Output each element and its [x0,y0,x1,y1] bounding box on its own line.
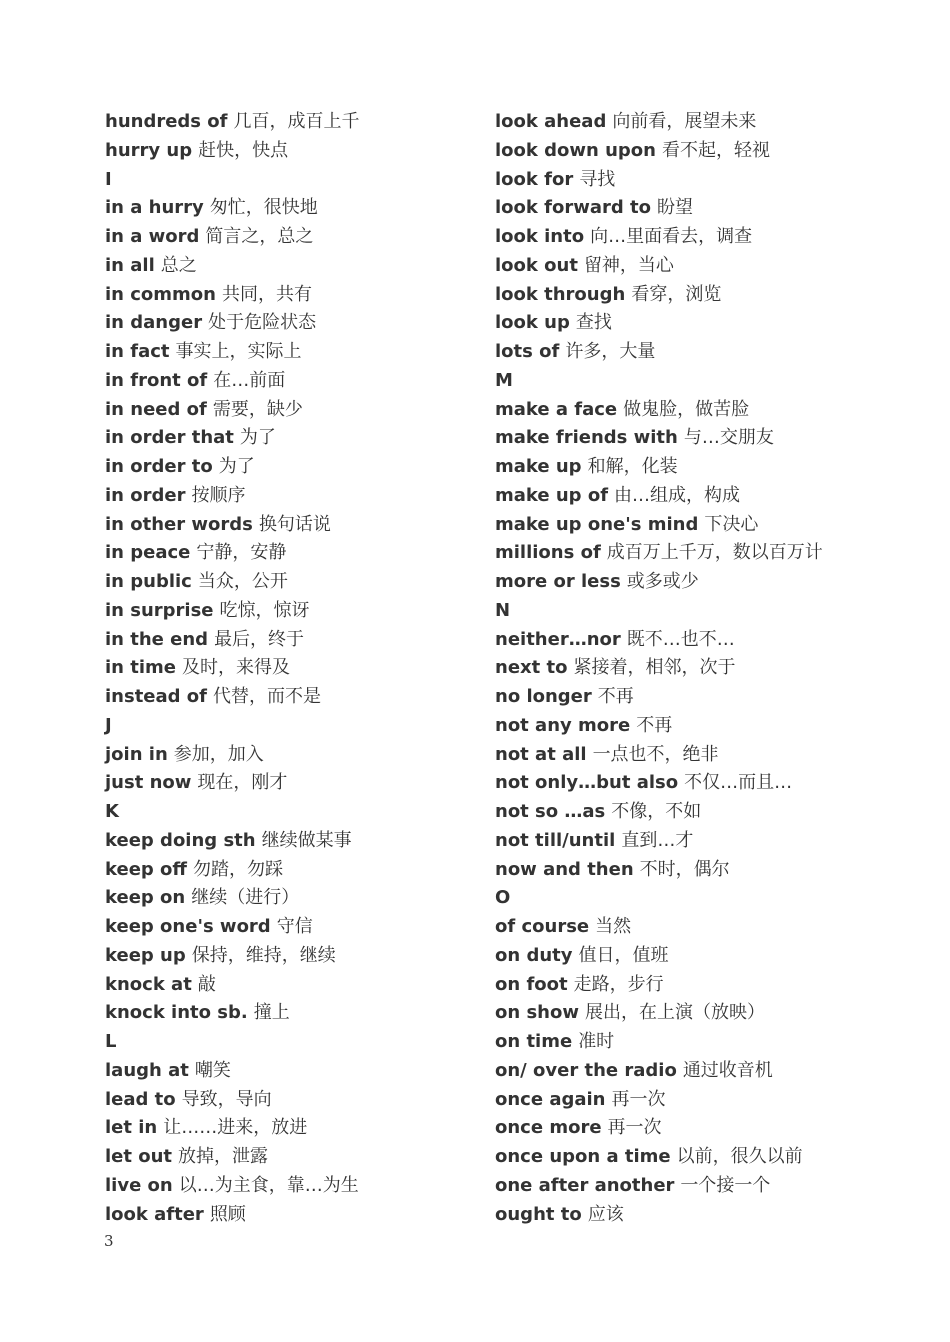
phrase-term: not so …as [495,801,606,822]
phrase-term: make up one's mind [495,513,699,535]
phrase-meaning: 既不…也不… [626,628,735,650]
phrase-term: keep doing sth [105,829,256,851]
phrase-meaning: 下决心 [704,513,759,535]
section-letter [495,367,915,396]
section-letter [105,712,480,741]
phrase-entry [495,309,915,338]
phrase-term: let in [105,1117,158,1139]
section-letter-text: I [105,168,112,190]
phrase-term: not at all [495,743,587,765]
phrase-entry [495,856,915,885]
phrase-meaning: 需要，缺少 [212,398,303,420]
phrase-entry [495,453,915,482]
phrase-meaning: 匆忙，很快地 [209,197,318,219]
phrase-term: keep up [105,944,186,966]
phrase-term: in front of [105,369,208,391]
phrase-term: on/ over the radio [495,1059,677,1081]
phrase-term: in time [105,657,176,679]
phrase-entry [495,741,915,770]
phrase-meaning: 代替，而不是 [213,686,322,707]
phrase-term: lead to [105,1088,176,1110]
phrase-meaning: 查找 [575,312,612,334]
phrase-meaning: 和解，化装 [587,456,678,477]
phrase-entry [105,367,480,396]
phrase-meaning: 撞上 [253,1002,290,1024]
phrase-entry [105,683,480,712]
phrase-term: in all [105,254,155,276]
phrase-meaning: 与…交朋友 [683,427,774,449]
phrase-meaning: 吃惊，惊讶 [219,599,310,621]
phrase-term: in public [105,571,192,592]
phrase-entry [105,741,480,770]
phrase-meaning: 放掉，泄露 [178,1146,269,1167]
section-letter-text: L [105,1031,117,1052]
phrase-entry [495,166,915,195]
phrase-entry [495,1172,915,1201]
phrase-entry [495,137,915,166]
phrase-term: instead of [105,686,208,707]
phrase-entry [495,827,915,856]
phrase-term: keep off [105,858,188,880]
phrase-term: no longer [495,686,592,707]
section-letter-text: K [105,801,119,822]
phrase-term: once upon a time [495,1146,671,1167]
phrase-term: make up of [495,484,609,506]
phrase-meaning: 一点也不，绝非 [592,743,719,765]
phrase-entry [495,1028,915,1057]
phrase-meaning: 保持，维持，继续 [191,944,336,966]
phrase-entry [105,1201,480,1230]
phrase-term: just now [105,772,192,794]
phrase-list-left [105,108,480,1229]
section-letter-text: J [105,714,112,736]
phrase-term: one after another [495,1174,675,1196]
phrase-term: in fact [105,341,170,362]
phrase-entry [495,683,915,712]
phrase-meaning: 简言之，总之 [205,226,314,247]
phrase-term: on duty [495,944,573,966]
phrase-meaning: 向…里面看去，调查 [590,226,753,247]
phrase-entry [495,1201,915,1230]
phrase-entry [495,654,915,683]
phrase-meaning: 留神，当心 [583,254,674,276]
phrase-meaning: 再一次 [611,1088,666,1110]
phrase-meaning: 以…为主食，靠…为生 [178,1174,359,1196]
phrase-meaning: 照顾 [209,1203,246,1225]
phrase-entry [105,913,480,942]
phrase-term: look up [495,312,570,334]
phrase-entry [105,137,480,166]
phrase-meaning: 不再 [636,714,673,736]
phrase-meaning: 按顺序 [191,484,246,506]
phrase-entry [495,539,915,568]
phrase-term: now and then [495,858,634,880]
phrase-meaning: 当众，公开 [197,571,288,592]
phrase-entry [495,769,915,798]
phrase-meaning: 走路，步行 [573,973,664,995]
section-letter-text: M [495,369,513,391]
phrase-term: in a word [105,226,200,247]
phrase-term: knock into sb. [105,1002,248,1024]
phrase-term: look out [495,254,578,276]
phrase-term: let out [105,1146,173,1167]
phrase-entry [105,223,480,252]
phrase-entry [105,971,480,1000]
phrase-entry [495,1114,915,1143]
phrase-entry [105,252,480,281]
phrase-term: keep on [105,887,186,909]
phrase-meaning: 看穿，浏览 [631,283,722,305]
phrase-term: in order that [105,427,234,449]
phrase-meaning: 当然 [595,916,632,937]
phrase-meaning: 寻找 [579,168,616,190]
phrase-entry [495,482,915,511]
phrase-term: look forward to [495,197,651,219]
phrase-meaning: 直到…才 [621,829,694,851]
section-letter [105,166,480,195]
phrase-meaning: 紧接着，相邻，次于 [573,657,736,679]
phrase-meaning: 准时 [578,1031,615,1052]
phrase-term: hurry up [105,139,193,161]
phrase-meaning: 处于危险状态 [208,312,317,334]
phrase-meaning: 做鬼脸，做苦脸 [623,398,750,420]
phrase-term: on show [495,1002,579,1024]
phrase-term: look into [495,226,585,247]
phrase-entry [495,626,915,655]
phrase-meaning: 事实上，实际上 [175,341,302,362]
phrase-meaning: 为了 [218,456,255,477]
phrase-entry [105,482,480,511]
phrase-meaning: 及时，来得及 [182,657,290,679]
phrase-meaning: 现在，刚才 [197,772,288,794]
phrase-entry [105,884,480,913]
phrase-entry [105,338,480,367]
phrase-meaning: 看不起，轻视 [661,139,770,161]
phrase-list-right [495,108,915,1229]
phrase-entry [495,223,915,252]
phrase-meaning: 以前，很久以前 [676,1146,803,1167]
section-letter [105,1028,480,1057]
phrase-meaning: 换句话说 [258,513,331,535]
phrase-entry [495,511,915,540]
phrase-meaning: 最后，终于 [214,628,305,650]
phrase-term: not any more [495,714,631,736]
phrase-term: lots of [495,341,560,362]
phrase-meaning: 赶快，快点 [198,139,289,161]
phrase-entry [495,338,915,367]
phrase-term: next to [495,657,568,679]
section-letter [495,884,915,913]
phrase-term: make friends with [495,427,678,449]
phrase-meaning: 不时，偶尔 [639,858,730,880]
phrase-entry [495,798,915,827]
phrase-entry [105,597,480,626]
phrase-term: in other words [105,513,253,535]
phrase-meaning: 总之 [160,254,197,276]
phrase-entry [105,1172,480,1201]
phrase-entry [495,971,915,1000]
phrase-term: not till/until [495,829,616,851]
phrase-entry [105,1114,480,1143]
phrase-meaning: 共同，共有 [221,283,312,305]
phrase-meaning: 展出，在上演（放映） [584,1002,765,1024]
phrase-meaning: 成百万上千万，数以百万计 [606,542,823,564]
phrase-term: in common [105,283,216,305]
phrase-term: once again [495,1088,606,1110]
phrase-meaning: 盼望 [657,197,693,219]
phrase-meaning: 向前看，展望未来 [612,111,757,132]
phrase-term: in surprise [105,599,214,621]
phrase-meaning: 由…组成，构成 [614,484,741,506]
phrase-entry [495,396,915,425]
phrase-term: in order [105,484,186,506]
phrase-meaning: 嘲笑 [194,1059,231,1081]
phrase-meaning: 导致，导向 [181,1088,272,1110]
phrase-entry [105,539,480,568]
phrase-term: hundreds of [105,111,228,132]
phrase-meaning: 值日，值班 [578,944,669,966]
phrase-term: look ahead [495,111,607,132]
phrase-term: join in [105,743,168,765]
phrase-term: not only…but also [495,772,679,794]
phrase-term: laugh at [105,1059,189,1081]
phrase-term: millions of [495,542,601,564]
phrase-entry [495,942,915,971]
phrase-entry [105,1143,480,1172]
phrase-term: on time [495,1031,573,1052]
phrase-term: look down upon [495,139,656,161]
phrase-meaning: 在…前面 [213,369,286,391]
phrase-meaning: 不像，不如 [611,801,702,822]
phrase-term: look for [495,168,574,190]
phrase-term: keep one's word [105,916,271,937]
phrase-entry [105,1057,480,1086]
phrase-meaning: 让……进来，放进 [163,1117,308,1139]
phrase-meaning: 为了 [239,427,276,449]
phrase-meaning: 参加，加入 [173,743,264,765]
phrase-entry [495,1057,915,1086]
phrase-term: live on [105,1174,173,1196]
phrase-meaning: 许多，大量 [565,341,656,362]
phrase-meaning: 通过收音机 [682,1059,773,1081]
phrase-term: in the end [105,628,209,650]
phrase-term: look through [495,283,626,305]
phrase-entry [495,913,915,942]
phrase-entry [105,856,480,885]
phrase-term: in a hurry [105,197,204,219]
phrase-term: make a face [495,398,618,420]
phrase-meaning: 一个接一个 [680,1174,771,1196]
phrase-meaning: 不再 [597,686,634,707]
phrase-meaning: 或多或少 [626,571,699,592]
phrase-term: neither…nor [495,628,621,650]
phrase-entry [105,511,480,540]
phrase-entry [495,568,915,597]
phrase-entry [495,281,915,310]
phrase-meaning: 应该 [587,1203,624,1225]
phrase-entry [105,568,480,597]
phrase-entry [105,108,480,137]
phrase-term: make up [495,456,582,477]
phrase-term: look after [105,1203,204,1225]
phrase-entry [495,108,915,137]
phrase-term: more or less [495,571,621,592]
section-letter-text: O [495,887,511,909]
phrase-term: on foot [495,973,568,995]
phrase-meaning: 勿踏，勿踩 [193,858,284,880]
phrase-meaning: 敲 [197,973,216,995]
page-number: 3 [104,1232,114,1250]
phrase-entry [105,942,480,971]
phrase-entry [105,769,480,798]
phrase-term: in peace [105,542,191,564]
phrase-entry [105,281,480,310]
phrase-term: once more [495,1117,602,1139]
phrase-term: in order to [105,456,213,477]
phrase-entry [495,712,915,741]
section-letter-text: N [495,599,511,621]
phrase-meaning: 宁静，安静 [196,542,287,564]
phrase-term: ought to [495,1203,582,1225]
phrase-entry [105,309,480,338]
phrase-entry [495,252,915,281]
section-letter [495,597,915,626]
phrase-meaning: 不仅…而且… [684,772,793,794]
phrase-term: knock at [105,973,192,995]
phrase-entry [105,999,480,1028]
phrase-term: in danger [105,312,203,334]
phrase-entry [105,396,480,425]
phrase-entry [105,654,480,683]
phrase-entry [495,194,915,223]
phrase-entry [105,1086,480,1115]
phrase-term: in need of [105,398,207,420]
phrase-entry [495,424,915,453]
phrase-entry [105,424,480,453]
phrase-entry [495,1086,915,1115]
section-letter [105,798,480,827]
phrase-meaning: 继续（进行） [191,887,300,909]
phrase-entry [105,626,480,655]
phrase-entry [105,827,480,856]
phrase-meaning: 继续做某事 [261,829,352,851]
phrase-meaning: 再一次 [607,1117,662,1139]
phrase-entry [105,194,480,223]
phrase-meaning: 守信 [276,916,313,937]
phrase-meaning: 几百，成百上千 [233,111,360,132]
phrase-entry [495,1143,915,1172]
phrase-entry [495,999,915,1028]
phrase-term: of course [495,916,590,937]
phrase-entry [105,453,480,482]
